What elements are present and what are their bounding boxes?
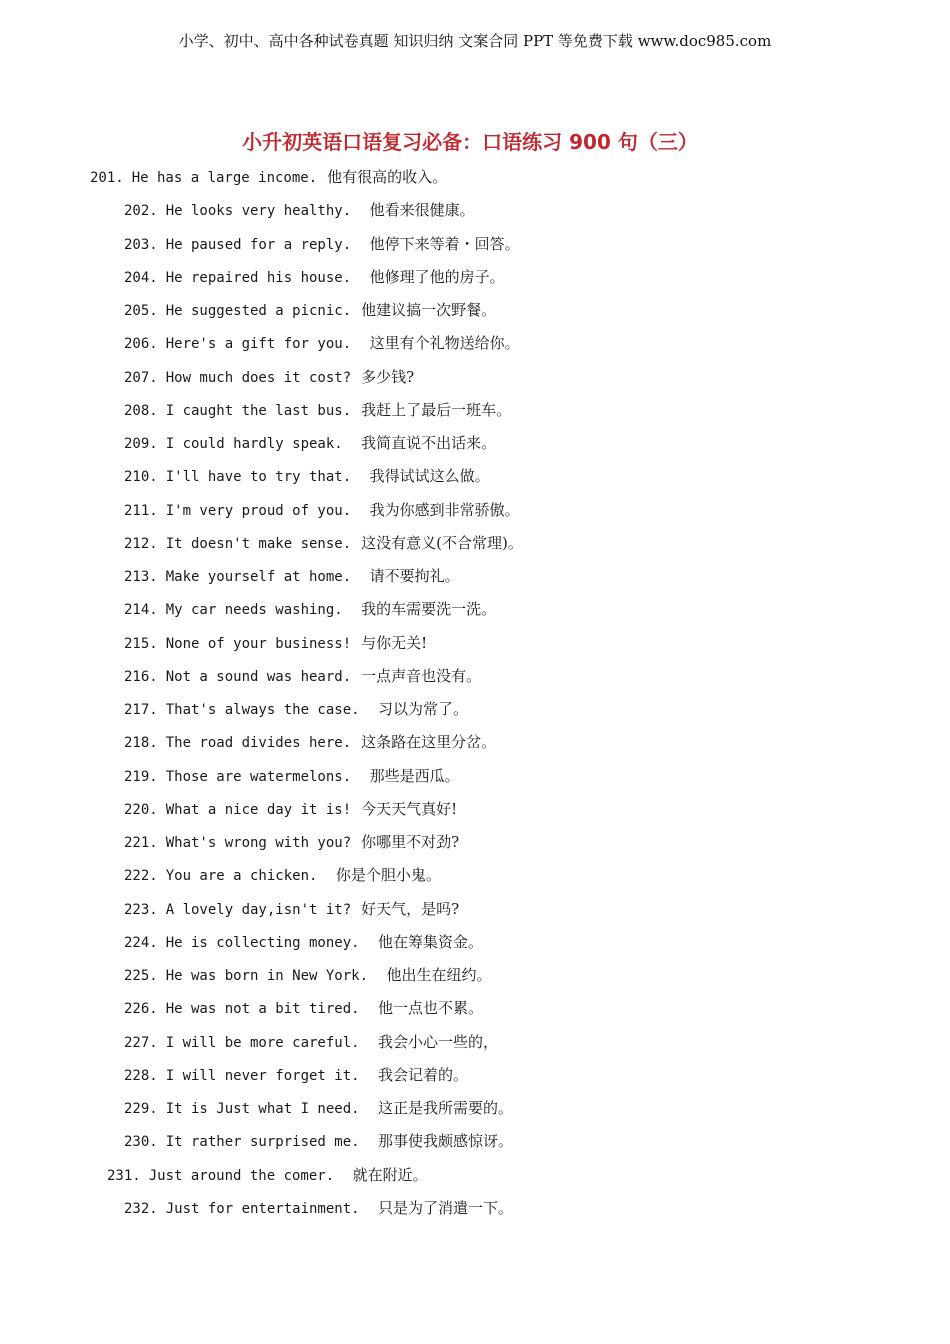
sentence-number: 231. — [107, 1167, 141, 1184]
sentence-english: I will never forget it. — [165, 1067, 369, 1084]
sentence-line — [124, 398, 511, 422]
sentence-english: He repaired his house. — [165, 269, 360, 286]
sentence-number: 207. — [124, 369, 158, 386]
sentence-number: 203. — [124, 236, 158, 253]
sentence-line — [124, 897, 459, 921]
sentence-english: I caught the last bus. — [165, 402, 352, 419]
sentence-english: Just around the comer. — [148, 1167, 343, 1184]
sentence-number: 225. — [124, 968, 158, 984]
sentence-english: He paused for a reply. — [165, 236, 360, 253]
sentence-line — [124, 797, 457, 821]
sentence-chinese: 与你无关! — [361, 633, 428, 652]
sentence-line — [124, 331, 520, 355]
sentence-line — [124, 365, 414, 389]
sentence-line — [124, 830, 459, 854]
sentence-line — [124, 265, 505, 289]
sentence-number: 228. — [124, 1067, 158, 1084]
sentence-chinese: 你哪里不对劲? — [361, 833, 460, 851]
sentence-english: It is Just what I need. — [165, 1101, 369, 1117]
sentence-chinese: 我为你感到非常骄傲。 — [369, 500, 520, 519]
sentence-chinese: 这里有个礼物送给你。 — [369, 334, 520, 353]
sentence-english: Just for entertainment. — [165, 1200, 369, 1217]
sentence-line — [124, 464, 490, 488]
sentence-line — [124, 930, 483, 954]
sentence-chinese: 他修理了他的房子。 — [369, 267, 505, 286]
sentence-number: 213. — [124, 569, 158, 585]
sentence-number: 221. — [124, 835, 158, 851]
sentence-line — [124, 664, 481, 688]
sentence-number: 222. — [124, 868, 158, 885]
sentence-line — [124, 431, 496, 455]
sentence-chinese: 就在附近。 — [352, 1165, 428, 1184]
sentence-english: He was not a bit tired. — [165, 1001, 369, 1018]
sentence-english: He was born in New York. — [165, 968, 377, 984]
sentence-number: 216. — [124, 668, 158, 685]
sentence-chinese: 好天气，是吗? — [361, 899, 460, 918]
sentence-line — [107, 1163, 428, 1187]
sentence-number: 208. — [124, 402, 158, 419]
sentence-number: 232. — [124, 1200, 158, 1217]
sentence-number: 220. — [124, 801, 158, 818]
sentence-number: 212. — [124, 535, 158, 552]
sentence-english: I'm very proud of you. — [165, 502, 360, 519]
sentence-english: What's wrong with you? — [165, 835, 352, 851]
sentence-number: 211. — [124, 502, 158, 519]
sentence-line — [124, 996, 483, 1020]
sentence-number: 202. — [124, 203, 158, 220]
sentence-english: He is collecting money. — [165, 934, 369, 951]
sentence-english: You are a chicken. — [165, 868, 326, 885]
sentence-line — [124, 1063, 468, 1087]
sentence-number: 218. — [124, 735, 158, 752]
sentence-line — [124, 531, 523, 555]
sentence-number: 226. — [124, 1001, 158, 1018]
sentence-chinese: 这没有意义(不合常理)。 — [361, 533, 523, 552]
sentence-number: 224. — [124, 934, 158, 951]
sentence-chinese: 他停下来等着・回答。 — [369, 234, 520, 253]
sentence-english: I will be more careful. — [165, 1034, 369, 1051]
sentence-line — [124, 631, 427, 655]
sentence-line — [124, 730, 496, 754]
sentence-chinese: 请不要拘礼。 — [369, 567, 460, 585]
sentence-english: My car needs washing. — [165, 602, 352, 619]
sentence-chinese: 只是为了消遣一下。 — [378, 1198, 514, 1217]
sentence-line — [124, 298, 496, 322]
sentence-number: 230. — [124, 1134, 158, 1151]
sentence-chinese: 我赶上了最后一班车。 — [361, 400, 512, 419]
sentence-english: I'll have to try that. — [165, 469, 360, 486]
sentence-chinese: 多少钱? — [361, 367, 415, 386]
sentence-chinese: 今天天气真好! — [361, 799, 458, 818]
sentence-chinese: 他有很高的收入。 — [327, 168, 448, 186]
sentence-english: What a nice day it is! — [165, 801, 352, 818]
sentence-number: 209. — [124, 436, 158, 452]
sentence-chinese: 我简直说不出话来。 — [361, 434, 497, 452]
sentence-number: 215. — [124, 635, 158, 652]
sentence-english: None of your business! — [165, 635, 352, 652]
sentence-chinese: 他出生在纽约。 — [386, 966, 492, 984]
sentence-number: 201. — [90, 170, 124, 186]
sentence-line — [124, 764, 460, 788]
sentence-number: 217. — [124, 702, 158, 718]
sentence-chinese: 那些是西瓜。 — [369, 766, 460, 785]
sentence-chinese: 他在筹集资金。 — [378, 932, 484, 951]
sentence-line — [124, 1096, 513, 1120]
sentence-number: 204. — [124, 269, 158, 286]
sentence-line — [124, 863, 441, 887]
sentence-chinese: 你是个胆小鬼。 — [335, 866, 441, 885]
sentence-chinese: 我得试试这么做。 — [369, 467, 490, 486]
sentence-chinese: 他一点也不累。 — [378, 999, 484, 1018]
sentence-line — [124, 1129, 513, 1153]
sentence-line — [90, 165, 447, 189]
sentence-number: 229. — [124, 1101, 158, 1117]
sentence-chinese: 他建议搞一次野餐。 — [361, 301, 497, 319]
sentence-line — [124, 697, 468, 721]
sentence-chinese: 一点声音也没有。 — [361, 666, 482, 685]
sentence-chinese: 这正是我所需要的。 — [378, 1099, 514, 1117]
sentence-chinese: 习以为常了。 — [378, 700, 469, 718]
sentence-line — [124, 564, 460, 588]
sentence-chinese: 我会小心一些的， — [378, 1032, 499, 1051]
sentence-chinese: 这条路在这里分岔。 — [361, 733, 497, 752]
sentence-number: 206. — [124, 336, 158, 353]
sentence-line — [124, 597, 496, 621]
sentence-english: He looks very healthy. — [165, 203, 360, 220]
page-header: 小学、初中、高中各种试卷真题 知识归纳 文案合同 PPT 等免费下载 www.doc985.com — [178, 32, 772, 50]
sentence-line — [124, 963, 491, 987]
sentence-number: 223. — [124, 901, 158, 918]
sentence-english: A lovely day,isn't it? — [165, 901, 352, 918]
sentence-chinese: 那事使我颇感惊讶。 — [378, 1132, 514, 1151]
sentence-english: He has a large income. — [131, 170, 318, 186]
document-title: 小升初英语口语复习必备：口语练习 900 句（三） — [242, 130, 698, 154]
sentence-number: 205. — [124, 303, 158, 319]
sentence-english: Those are watermelons. — [165, 768, 360, 785]
sentence-english: Not a sound was heard. — [165, 668, 352, 685]
sentence-number: 219. — [124, 768, 158, 785]
sentence-english: Here's a gift for you. — [165, 336, 360, 353]
sentence-chinese: 他看来很健康。 — [369, 201, 475, 220]
sentence-line — [124, 1030, 498, 1054]
sentence-english: I could hardly speak. — [165, 436, 352, 452]
sentence-number: 214. — [124, 602, 158, 619]
sentence-line — [124, 198, 475, 222]
sentence-english: It rather surprised me. — [165, 1134, 369, 1151]
sentence-english: The road divides here. — [165, 735, 352, 752]
sentence-english: How much does it cost? — [165, 369, 352, 386]
sentence-english: That's always the case. — [165, 702, 369, 718]
sentence-number: 210. — [124, 469, 158, 486]
sentence-chinese: 我的车需要洗一洗。 — [361, 600, 497, 619]
sentence-number: 227. — [124, 1034, 158, 1051]
sentence-line — [124, 1196, 513, 1220]
sentence-line — [124, 498, 520, 522]
sentence-line — [124, 232, 520, 256]
sentence-chinese: 我会记着的。 — [378, 1065, 469, 1084]
sentence-english: Make yourself at home. — [165, 569, 360, 585]
sentence-english: It doesn't make sense. — [165, 535, 352, 552]
sentence-english: He suggested a picnic. — [165, 303, 352, 319]
